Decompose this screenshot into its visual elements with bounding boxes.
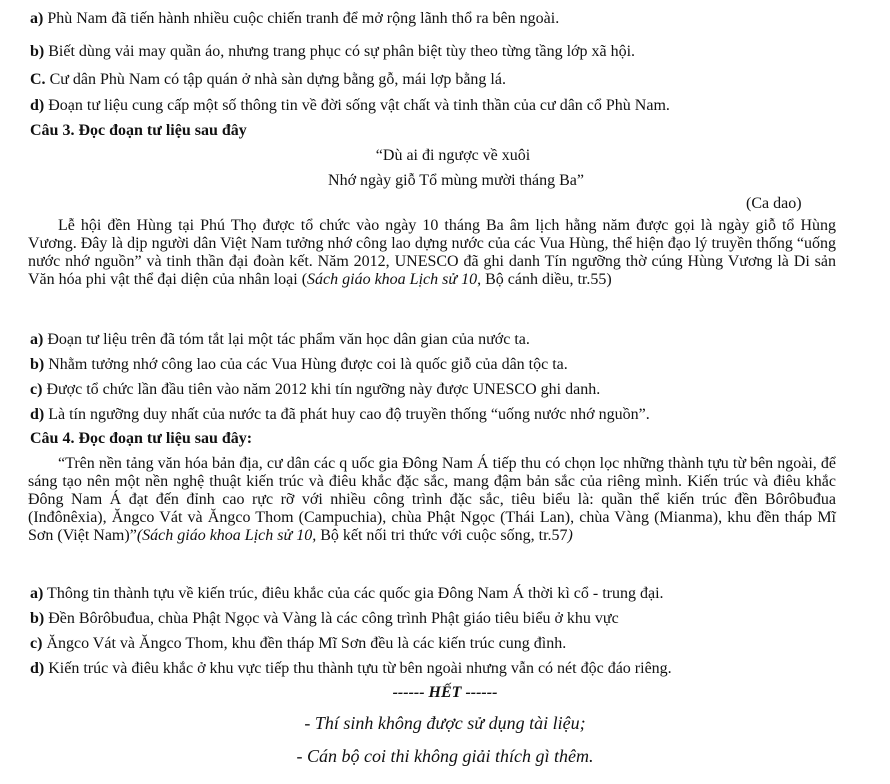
- q4-option-c: [30, 634, 868, 653]
- option-text: Phù Nam đã tiến hành nhiều cuộc chiến tranh để mở rộng lãnh thổ ra bên ngoài.: [43, 10, 560, 27]
- note-no-materials: - Thí sinh không được sử dụng tài liệu;: [304, 713, 586, 733]
- q3-heading: Câu 3. Đọc đoạn tư liệu sau đây: [30, 122, 247, 139]
- option-text: Cư dân Phù Nam có tập quán ở nhà sàn dựng bằng gỗ, mái lợp bằng lá.: [45, 71, 506, 88]
- option-text: Biết dùng vải may quần áo, nhưng trang phục có sự phân biệt tùy theo từng tầng lớp xã hội.: [44, 43, 636, 60]
- q4-passage-text: “Trên nền tảng văn hóa bản địa, cư dân các q uốc gia Đông Nam Á tiếp thu có chọn lọc những thành tựu từ bên ngoài, để sáng tạo nên một nền nghệ thuật kiến trúc và điêu khắc đặc sắc, mang đậm bản sắc của riêng mình. Kiến trúc và điêu khắc Đông Nam Á đạt đến đỉnh cao rực rỡ với nhiều công trình đặc sắc, tiêu biểu là: quần thể kiến trúc đền Bôrôbuđua (Inđônêxia), Ăngco Vát và Ăngco Thom (Campuchia), chùa Phật Ngọc (Thái Lan), chùa Vàng (Mianma), khu đền tháp Mĩ Sơn (Việt Nam)”: [28, 455, 836, 544]
- q4-option-b: [30, 609, 868, 628]
- q4-option-a: [30, 584, 868, 603]
- option-text: Thông tin thành tựu về kiến trúc, điêu khắc của các quốc gia Đông Nam Á thời kì cổ - trung đại.: [43, 585, 664, 602]
- q2-option-a: [30, 9, 868, 28]
- q3-option-a: [30, 330, 868, 349]
- q4-option-d: [30, 659, 868, 678]
- q3-poem-line-2: Nhớ ngày giỗ Tổ mùng mười tháng Ba”: [328, 172, 584, 189]
- option-letter: d): [30, 97, 45, 114]
- q3-poem-source: (Ca dao): [746, 195, 802, 212]
- q4-citation-close: ): [567, 527, 573, 544]
- q3-passage: [28, 217, 836, 289]
- q3-option-d: [30, 405, 868, 424]
- option-letter: c): [30, 381, 43, 398]
- option-text: Ăngco Vát và Ăngco Thom, khu đền tháp Mĩ Sơn đều là các kiến trúc cung đình.: [42, 635, 567, 652]
- option-letter: a): [30, 10, 44, 27]
- q3-poem-line-1: “Dù ai đi ngược về xuôi: [375, 147, 531, 164]
- option-letter: b): [30, 356, 45, 373]
- option-letter: d): [30, 660, 45, 677]
- option-letter: a): [30, 331, 44, 348]
- q3-passage-text: Lễ hội đền Hùng tại Phú Thọ được tổ chức vào ngày 10 tháng Ba âm lịch hằng năm được gọi là ngày giỗ tổ Hùng Vương. Đây là dịp người dân Việt Nam tưởng nhớ công lao dựng nước của các Vua Hùng, thể hiện đạo lý truyền thống “uống nước nhớ nguồn” và tinh thần đại đoàn kết. Năm 2012, UNESCO đã ghi danh Tín ngưỡng thờ cúng Hùng Vương là Di sản Văn hóa phi vật thể đại diện của nhân loại (: [28, 217, 836, 288]
- q4-passage: [28, 455, 836, 545]
- q4-heading: Câu 4. Đọc đoạn tư liệu sau đây:: [30, 430, 253, 447]
- option-text: Kiến trúc và điêu khắc ở khu vực tiếp thu thành tựu từ bên ngoài nhưng vẫn có nét độc đáo riêng.: [44, 660, 672, 677]
- q3-option-b: [30, 355, 868, 374]
- q2-option-b: [30, 42, 868, 61]
- end-mark: ------ HẾT ------: [392, 684, 498, 701]
- option-text: Đoạn tư liệu cung cấp một số thông tin về đời sống vật chất và tinh thần của cư dân cổ Phù Nam.: [44, 97, 670, 114]
- option-letter: a): [30, 585, 44, 602]
- option-letter: d): [30, 406, 45, 423]
- q4-citation-rest: Bộ kết nối tri thức với cuộc sống, tr.57: [316, 527, 568, 544]
- q3-citation-rest: , Bộ cánh diều, tr.55): [477, 271, 612, 288]
- option-text: Được tổ chức lần đầu tiên vào năm 2012 khi tín ngưỡng này được UNESCO ghi danh.: [42, 381, 601, 398]
- option-text: Đoạn tư liệu trên đã tóm tắt lại một tác phẩm văn học dân gian của nước ta.: [43, 331, 530, 348]
- option-text: Đền Bôrôbuđua, chùa Phật Ngọc và Vàng là các công trình Phật giáo tiêu biểu ở khu vực: [44, 610, 619, 627]
- option-letter: C.: [30, 71, 46, 88]
- q2-option-c: [30, 70, 868, 89]
- option-letter: b): [30, 43, 45, 60]
- option-letter: c): [30, 635, 43, 652]
- q3-citation-title: Sách giáo khoa Lịch sử 10: [307, 271, 478, 288]
- option-text: Nhằm tưởng nhớ công lao của các Vua Hùng được coi là quốc giỗ của dân tộc ta.: [44, 356, 568, 373]
- q3-option-c: [30, 380, 868, 399]
- q4-citation-title: (Sách giáo khoa Lịch sử 10,: [136, 527, 317, 544]
- option-text: Là tín ngưỡng duy nhất của nước ta đã phát huy cao độ truyền thống “uống nước nhớ nguồn”.: [44, 406, 650, 423]
- option-letter: b): [30, 610, 45, 627]
- note-no-explanation: - Cán bộ coi thi không giải thích gì thêm.: [296, 746, 594, 766]
- q2-option-d: [30, 96, 868, 115]
